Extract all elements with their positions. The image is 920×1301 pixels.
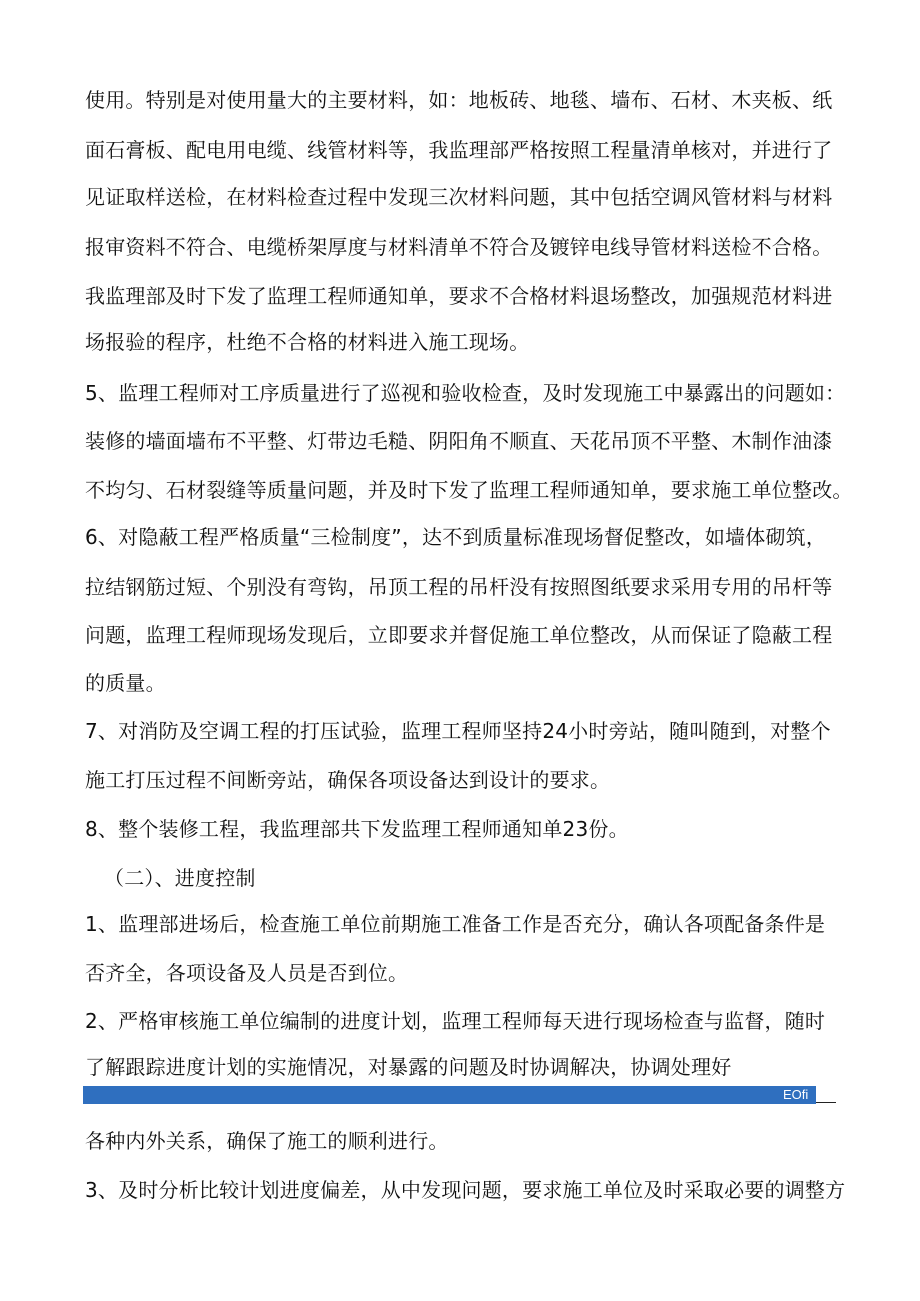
paragraph-line: 施工打压过程不间断旁站，确保各项设备达到设计的要求。 <box>85 768 611 792</box>
paragraph-line: 1、监理部进场后，检查施工单位前期施工准备工作是否充分，确认各项配备条件是 <box>85 912 826 936</box>
paragraph-line: 的质量。 <box>85 671 166 695</box>
paragraph-line: 否齐全，各项设备及人员是否到位。 <box>85 961 409 985</box>
paragraph-line: 8、整个装修工程，我监理部共下发监理工程师通知单23份。 <box>85 817 629 841</box>
paragraph-line: 6、对隐蔽工程严格质量“三检制度”，达不到质量标准现场督促整改，如墙体砌筑， <box>85 525 827 549</box>
paragraph-line: 了解跟踪进度计划的实施情况，对暴露的问题及时协调解决，协调处理好 <box>85 1055 732 1079</box>
paragraph-line: 拉结钢筋过短、个别没有弯钩，吊顶工程的吊杆没有按照图纸要求采用专用的吊杆等 <box>85 575 833 599</box>
footer-label: EOfi <box>783 1087 809 1102</box>
paragraph-line: 场报验的程序，杜绝不合格的材料进入施工现场。 <box>85 330 530 354</box>
paragraph-line: 3、及时分析比较计划进度偏差，从中发现问题，要求施工单位及时采取必要的调整方 <box>85 1178 846 1202</box>
page-footer-bar <box>83 1086 816 1104</box>
section-heading: （二）、进度控制 <box>104 866 256 890</box>
paragraph-line: 不均匀、石材裂缝等质量问题，并及时下发了监理工程师通知单，要求施工单位整改。 <box>85 478 853 502</box>
paragraph-line: 问题，监理工程师现场发现后，立即要求并督促施工单位整改，从而保证了隐蔽工程 <box>85 623 833 647</box>
paragraph-line: 各种内外关系，确保了施工的顺利进行。 <box>85 1129 449 1153</box>
paragraph-line: 2、严格审核施工单位编制的进度计划，监理工程师每天进行现场检查与监督，随时 <box>85 1009 826 1033</box>
paragraph-line: 我监理部及时下发了监理工程师通知单，要求不合格材料退场整改，加强规范材料进 <box>85 284 833 308</box>
paragraph-line: 报审资料不符合、电缆桥架厚度与材料清单不符合及镀锌电线导管材料送检不合格。 <box>85 235 833 259</box>
paragraph-line: 装修的墙面墙布不平整、灯带边毛糙、阴阳角不顺直、天花吊顶不平整、木制作油漆 <box>85 429 833 453</box>
paragraph-line: 7、对消防及空调工程的打压试验，监理工程师坚持24小时旁站，随叫随到，对整个 <box>85 719 831 743</box>
paragraph-line: 使用。特别是对使用量大的主要材料，如：地板砖、地毯、墙布、石材、木夹板、纸 <box>85 88 833 112</box>
paragraph-line: 见证取样送检，在材料检查过程中发现三次材料问题，其中包括空调风管材料与材料 <box>85 185 833 209</box>
paragraph-line: 5、监理工程师对工序质量进行了巡视和验收检查，及时发现施工中暴露出的问题如： <box>85 381 846 405</box>
paragraph-line: 面石膏板、配电用电缆、线管材料等，我监理部严格按照工程量清单核对，并进行了 <box>85 138 833 162</box>
footer-divider <box>816 1102 836 1103</box>
